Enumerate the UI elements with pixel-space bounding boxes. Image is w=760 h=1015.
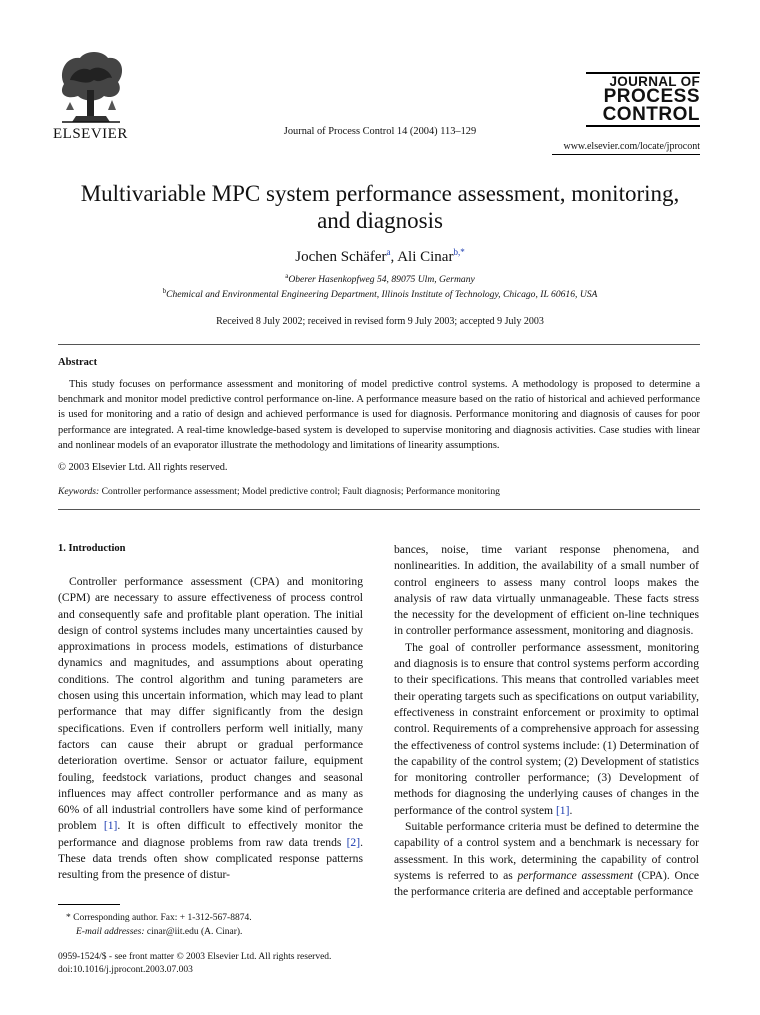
received-dates: Received 8 July 2002; received in revised form 9 July 2003; accepted 9 July 2003 <box>216 316 544 327</box>
keywords-label: Keywords: <box>58 486 100 497</box>
footnote-rule <box>58 904 120 905</box>
affiliation <box>0 287 760 300</box>
journal-logo-line: CONTROL <box>602 103 700 125</box>
paragraph <box>58 574 363 884</box>
front-matter <box>58 951 388 977</box>
journal-logo-line: PROCESS <box>603 86 700 108</box>
author-name: Jochen Schäfer <box>295 249 387 265</box>
citation-link[interactable]: [1] <box>555 803 570 817</box>
section-heading: 1. Introduction <box>58 543 126 554</box>
keywords <box>58 486 500 497</box>
elsevier-tree-logo <box>56 50 126 124</box>
paragraph-text: The goal of controller performance assessment, monitoring and diagnosis is to ensure that control systems perform according to their specifications. This means that controlled variables meet their operating targets such as specifications on output variability, effectiveness in constraint enforcement or proximity to optimal control. Requirements of a comprehensive approach for assessing the effectiveness of control systems include: (1) Determination of the capability of the control system; (2) Development of statistics for monitoring controller performance; (3) Development of methods for diagnosing the underlying causes of changes in the performance of the control system <box>394 640 699 817</box>
title-line: and diagnosis <box>317 208 443 233</box>
paragraph-text: Controller performance assessment (CPA) and monitoring (CPM) are necessary to assure effectiveness of process control and consequently safe and profitable plant operation. The initial design of control systems includes many uncertainties caused by approximations in process models, estimations of disturbance dynamics and magnitudes, and assumptions about operating conditions. The control algorithm and tuning parameters are chosen using this uncertain information, which may lead to plant performance that may differ significantly from the design specifications. Even if controllers perform well initially, many factors can cause their abrupt or gradual performance deterioration overtime. Sensor or actuator failure, equipment fouling, feedstock variations, product changes and seasonal influences may affect controller performance and as many as 60% of all industrial controllers have some kind of performance problem <box>58 575 363 833</box>
email-note <box>58 926 396 939</box>
abstract-heading: Abstract <box>58 357 98 368</box>
doi-line[interactable]: doi:10.1016/j.jprocont.2003.07.003 <box>58 965 193 975</box>
publisher-name: ELSEVIER <box>53 126 128 142</box>
title-line: Multivariable MPC system performance assessment, monitoring, <box>80 181 680 206</box>
abstract-bottom-rule <box>58 509 700 510</box>
keywords-text: Controller performance assessment; Model predictive control; Fault diagnosis; Performance monitoring <box>101 486 500 497</box>
journal-logo <box>586 72 700 127</box>
paragraph-text: Suitable performance criteria must be defined to determine the capability of a control system and a benchmark is necessary for assessment. In this work, determining the capability of control systems is referred to as <box>394 820 699 882</box>
body-column-left <box>58 574 363 884</box>
paragraph: bances, noise, time variant response phenomena, and nonlinearities. In addition, the availability of a small number of control engineers to assess many control loops makes the analysis of raw data virtually unmanageable. These facts stress the necessity for the development of efficient on-line techniques in controller performance assessment, monitoring and diagnosis. <box>394 543 699 638</box>
email-address[interactable]: cinar@iit.edu (A. Cinar). <box>144 927 243 937</box>
affiliation-mark: a <box>285 272 289 280</box>
author-list <box>0 247 760 266</box>
affiliation <box>0 272 760 285</box>
citation-link[interactable]: [2] <box>346 835 361 849</box>
paragraph-text: . <box>569 803 573 817</box>
journal-logo-line: JOURNAL OF <box>609 74 700 89</box>
paragraph <box>394 640 699 819</box>
affiliation-text: Chemical and Environmental Engineering Department, Illinois Institute of Technology, Chicago, IL 60616, USA <box>166 289 598 301</box>
author-separator: , <box>390 249 398 265</box>
affiliation-text: Oberer Hasenkopfweg 54, 89075 Ulm, Germany <box>288 274 475 286</box>
abstract-text: This study focuses on performance assessment and monitoring of model predictive control systems. A methodology is proposed to determine a benchmark and monitor model predictive control performance on-line. A performance measure based on the ratio of historical and achieved performance is used for monitoring and a ratio of design and achieved performance is used for diagnosis. Performance monitoring and diagnosis of causes for poor performance are integrated. A real-time knowledge-based system is developed to supervise monitoring and diagnosis activities. Case studies with linear and nonlinear models of an evaporator illustrate the methodology and limitations of linearity assumptions. <box>58 379 700 451</box>
affiliation-mark[interactable]: a <box>386 247 391 257</box>
abstract-top-rule <box>58 344 700 345</box>
affiliation-mark: b <box>162 287 167 295</box>
emphasis-text: performance assessment <box>517 868 633 882</box>
header-divider <box>552 154 700 155</box>
front-matter-line: 0959-1524/$ - see front matter © 2003 Elsevier Ltd. All rights reserved. <box>58 952 332 962</box>
journal-reference: Journal of Process Control 14 (2004) 113–129 <box>283 126 477 137</box>
journal-url[interactable]: www.elsevier.com/locate/jprocont <box>563 141 700 152</box>
journal-logo-rule <box>586 125 700 127</box>
paragraph-text: . These data trends often show complicated response patterns resulting from the presence of distur- <box>58 835 363 882</box>
corresponding-author-note: * Corresponding author. Fax: + 1-312-567-8874. <box>66 913 252 923</box>
paragraph <box>394 819 699 900</box>
citation-link[interactable]: [1] <box>103 819 118 833</box>
affiliation-mark[interactable]: b,* <box>453 247 465 257</box>
article-title <box>40 180 720 234</box>
body-column-right <box>394 542 699 901</box>
email-label: E-mail addresses: <box>76 927 145 937</box>
abstract-copyright: © 2003 Elsevier Ltd. All rights reserved. <box>58 462 228 473</box>
paragraph-text: . It is often difficult to effectively monitor the performance and diagnose problems from raw data trends <box>58 819 363 849</box>
paragraph-text: (CPA). Once the performance criteria are defined and acceptable performance <box>394 868 699 899</box>
author-name: Ali Cinar <box>397 249 454 265</box>
